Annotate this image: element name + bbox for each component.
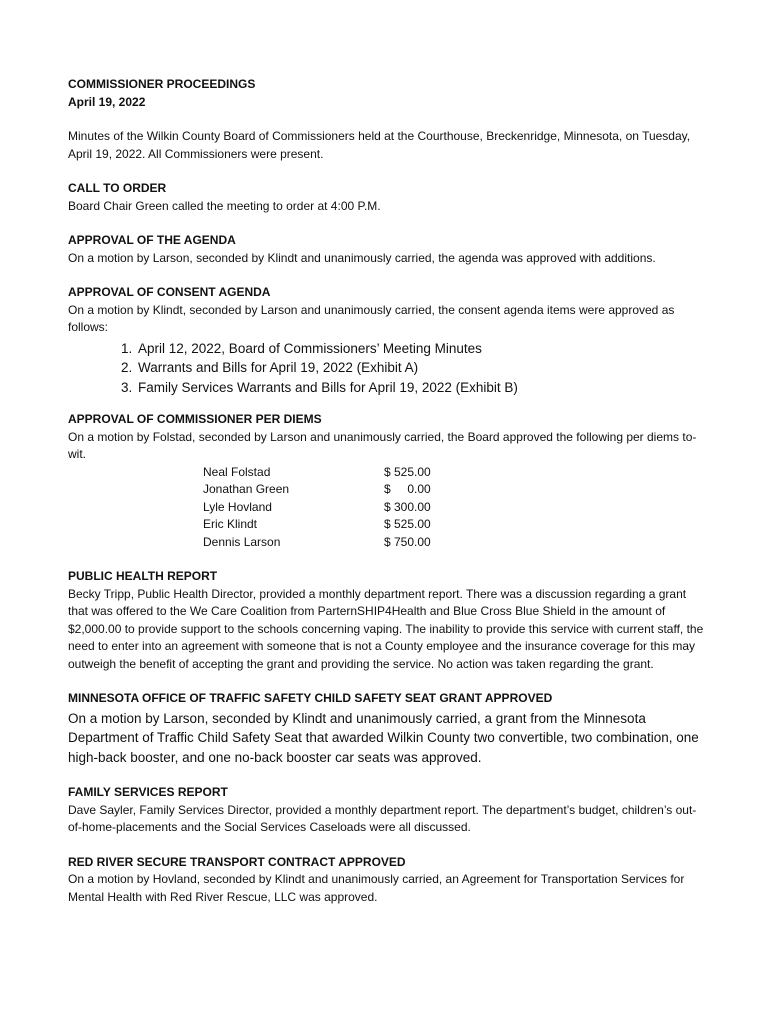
section-heading: MINNESOTA OFFICE OF TRAFFIC SAFETY CHILD SAFETY SEAT GRANT APPROVED [68,691,553,705]
intro-paragraph: Minutes of the Wilkin County Board of Commissioners held at the Courthouse, Breckenridge, Minnesota, on Tuesday, April 19, 2022. All Commissioners were present. [68,129,691,161]
section-heading: PUBLIC HEALTH REPORT [68,569,218,583]
section-public-health [68,568,708,673]
section-text: On a motion by Larson, seconded by Klindt and unanimously carried, a grant from the Minnesota Department of Traffic Child Safety Seat that awarded Wilkin County two convertible, two combination, one high-back booster, and one no-back booster car seats was approved. [68,710,699,765]
commissioner-name: Lyle Hovland [203,499,272,514]
section-heading: CALL TO ORDER [68,181,167,195]
section-text: On a motion by Hovland, seconded by Klindt and unanimously carried, an Agreement for Transportation Services for Mental Health with Red River Rescue, LLC was approved. [68,872,685,904]
table-row [203,499,431,517]
section-text: Board Chair Green called the meeting to order at 4:00 P.M. [68,198,381,213]
per-diem-amount: $ 750.00 [384,534,431,549]
section-text: Becky Tripp, Public Health Director, provided a monthly department report. There was a discussion regarding a grant that was offered to the We Care Coalition from ParternSHIP4Health and Blue Cross Blue Shield in the amount of $2,000.00 to provide support to the schools concerning vaping. The inability to provide this service with current staff, the need to enter into an agreement with someone that is not a County employee and the insurance coverage for this may outweigh the benefit of accepting the grant and providing the service. No action was taken regarding the grant. [68,586,704,671]
section-traffic-safety [68,690,708,767]
per-diem-amount: $ 525.00 [384,464,431,479]
commissioner-name: Neal Folstad [203,464,271,479]
commissioner-name: Dennis Larson [203,534,281,549]
section-per-diems [68,411,708,551]
section-red-river [68,854,708,907]
consent-items-list [68,339,708,398]
per-diem-table [203,464,431,552]
section-heading: APPROVAL OF THE AGENDA [68,233,236,247]
document-date: April 19, 2022 [68,94,146,109]
section-heading: APPROVAL OF CONSENT AGENDA [68,285,271,299]
section-family-services [68,784,708,837]
commissioner-name: Eric Klindt [203,517,258,531]
list-item: 1. April 12, 2022, Board of Commissioners’ Meeting Minutes [136,339,708,359]
section-heading: FAMILY SERVICES REPORT [68,785,228,799]
list-item: 3. Family Services Warrants and Bills for April 19, 2022 (Exhibit B) [136,378,708,398]
per-diem-amount: $ 300.00 [384,499,431,514]
table-row [203,481,431,499]
commissioner-name: Jonathan Green [203,482,290,496]
document-header [68,76,708,163]
table-row [203,534,431,552]
section-call-to-order [68,180,708,215]
per-diem-amount: $ 0.00 [384,482,431,496]
section-heading: RED RIVER SECURE TRANSPORT CONTRACT APPROVED [68,854,406,869]
document-title: COMMISSIONER PROCEEDINGS [68,77,256,91]
section-text: Dave Sayler, Family Services Director, provided a monthly department report. The department’s budget, children’s out-of-home-placements and the Social Services Caseloads were all discussed. [68,802,697,834]
per-diem-amount: $ 525.00 [384,517,431,531]
document-body [68,76,708,906]
section-consent-agenda [68,284,708,397]
section-text: On a motion by Klindt, seconded by Larson and unanimously carried, the consent agenda items were approved as follows: [68,302,675,334]
list-item: 2. Warrants and Bills for April 19, 2022 (Exhibit A) [136,358,708,378]
section-agenda [68,232,708,267]
table-row [203,516,431,534]
table-row [203,464,431,482]
section-text: On a motion by Folstad, seconded by Larson and unanimously carried, the Board approved the following per diems to-wit. [68,429,697,461]
section-heading: APPROVAL OF COMMISSIONER PER DIEMS [68,412,322,426]
section-text: On a motion by Larson, seconded by Klindt and unanimously carried, the agenda was approved with additions. [68,250,656,265]
